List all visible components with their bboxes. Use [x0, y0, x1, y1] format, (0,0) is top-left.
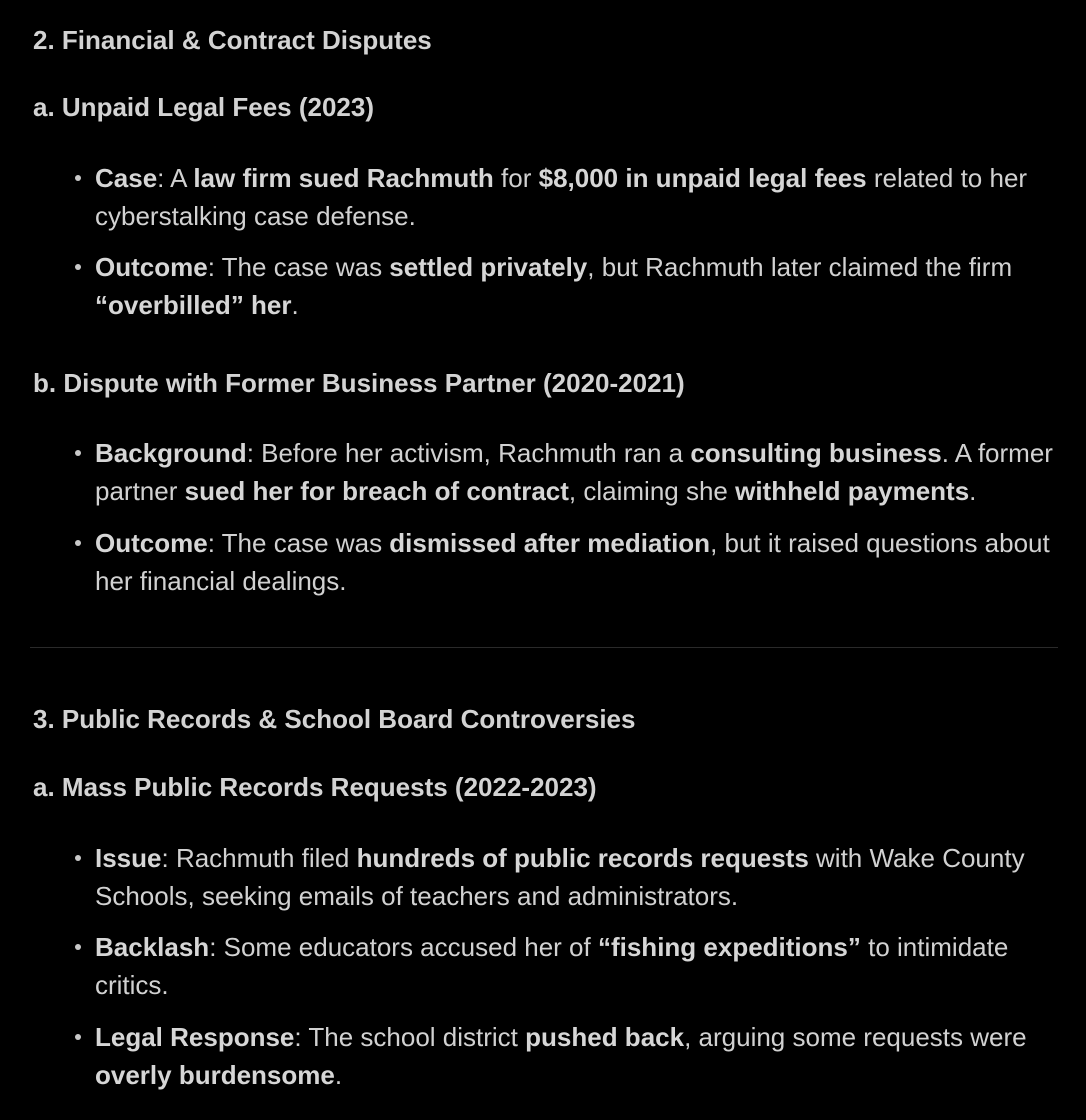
text-segment: , but it raised questions about her financial dealings. — [95, 528, 1050, 596]
bold-segment: dismissed after mediation — [389, 528, 711, 558]
bold-segment: Legal Response — [95, 1022, 295, 1052]
text-segment: , claiming she — [568, 476, 736, 506]
text-segment: : The case was — [207, 252, 390, 282]
text-segment: : The case was — [207, 528, 390, 558]
text-segment: : A — [157, 163, 194, 193]
text-segment: , arguing some requests were — [684, 1022, 1027, 1052]
bold-segment: Outcome — [95, 252, 208, 282]
list-item-outcome — [33, 248, 1055, 324]
bold-segment: settled privately — [389, 252, 588, 282]
text-segment: for — [493, 163, 539, 193]
text-segment: . — [334, 1060, 343, 1090]
text-segment: , but Rachmuth later claimed the firm — [587, 252, 1013, 282]
bold-segment: “overbilled” her — [95, 290, 292, 320]
bold-segment: $8,000 in unpaid legal fees — [538, 163, 867, 193]
text-segment: . — [969, 476, 977, 506]
subsection-heading-mass-records-requests: a. Mass Public Records Requests (2022-2023) — [33, 772, 597, 802]
text-segment: : The school district — [294, 1022, 526, 1052]
section-divider — [30, 647, 1058, 648]
text-segment: : Some educators accused her of — [209, 932, 598, 962]
list-item-background — [33, 434, 1055, 510]
bold-segment: withheld payments — [735, 476, 970, 506]
text-segment: : Rachmuth filed — [161, 843, 357, 873]
bold-segment: Outcome — [95, 528, 208, 558]
bold-segment: pushed back — [525, 1022, 685, 1052]
list-item-issue — [33, 839, 1055, 915]
section-heading-financial-disputes: 2. Financial & Contract Disputes — [33, 25, 432, 55]
bold-segment: “fishing expeditions” — [597, 932, 861, 962]
bold-segment: sued her for breach of contract — [184, 476, 569, 506]
subsection-heading-unpaid-legal-fees: a. Unpaid Legal Fees (2023) — [33, 92, 375, 122]
bold-segment: hundreds of public records requests — [356, 843, 809, 873]
bullet-list — [33, 159, 1055, 324]
text-segment: with Wake County Schools, seeking emails of teachers and administrators. — [95, 843, 1025, 911]
list-item-backlash — [33, 928, 1055, 1004]
list-item-case — [33, 159, 1055, 235]
text-segment: . — [291, 290, 299, 320]
bold-segment: Case — [95, 163, 158, 193]
text-segment: : Before her activism, Rachmuth ran a — [246, 438, 691, 468]
bold-segment: overly burdensome — [95, 1060, 335, 1090]
bold-segment: consulting business — [690, 438, 942, 468]
text-segment: to intimidate critics. — [95, 932, 1009, 1000]
section-heading-public-records-controversies: 3. Public Records & School Board Controversies — [33, 704, 636, 734]
bold-segment: Issue — [95, 843, 162, 873]
subsection-heading-business-partner-dispute: b. Dispute with Former Business Partner (2020-2021) — [33, 368, 685, 398]
text-segment: related to her cyberstalking case defense. — [95, 163, 1028, 231]
list-item-outcome — [33, 524, 1055, 600]
bold-segment: Background — [95, 438, 247, 468]
bold-segment: Backlash — [95, 932, 210, 962]
bullet-list — [33, 434, 1055, 600]
bold-segment: law firm sued Rachmuth — [193, 163, 494, 193]
bullet-list — [33, 839, 1055, 1094]
list-item-legal-response — [33, 1018, 1055, 1094]
text-segment: . A former partner — [95, 438, 1053, 506]
